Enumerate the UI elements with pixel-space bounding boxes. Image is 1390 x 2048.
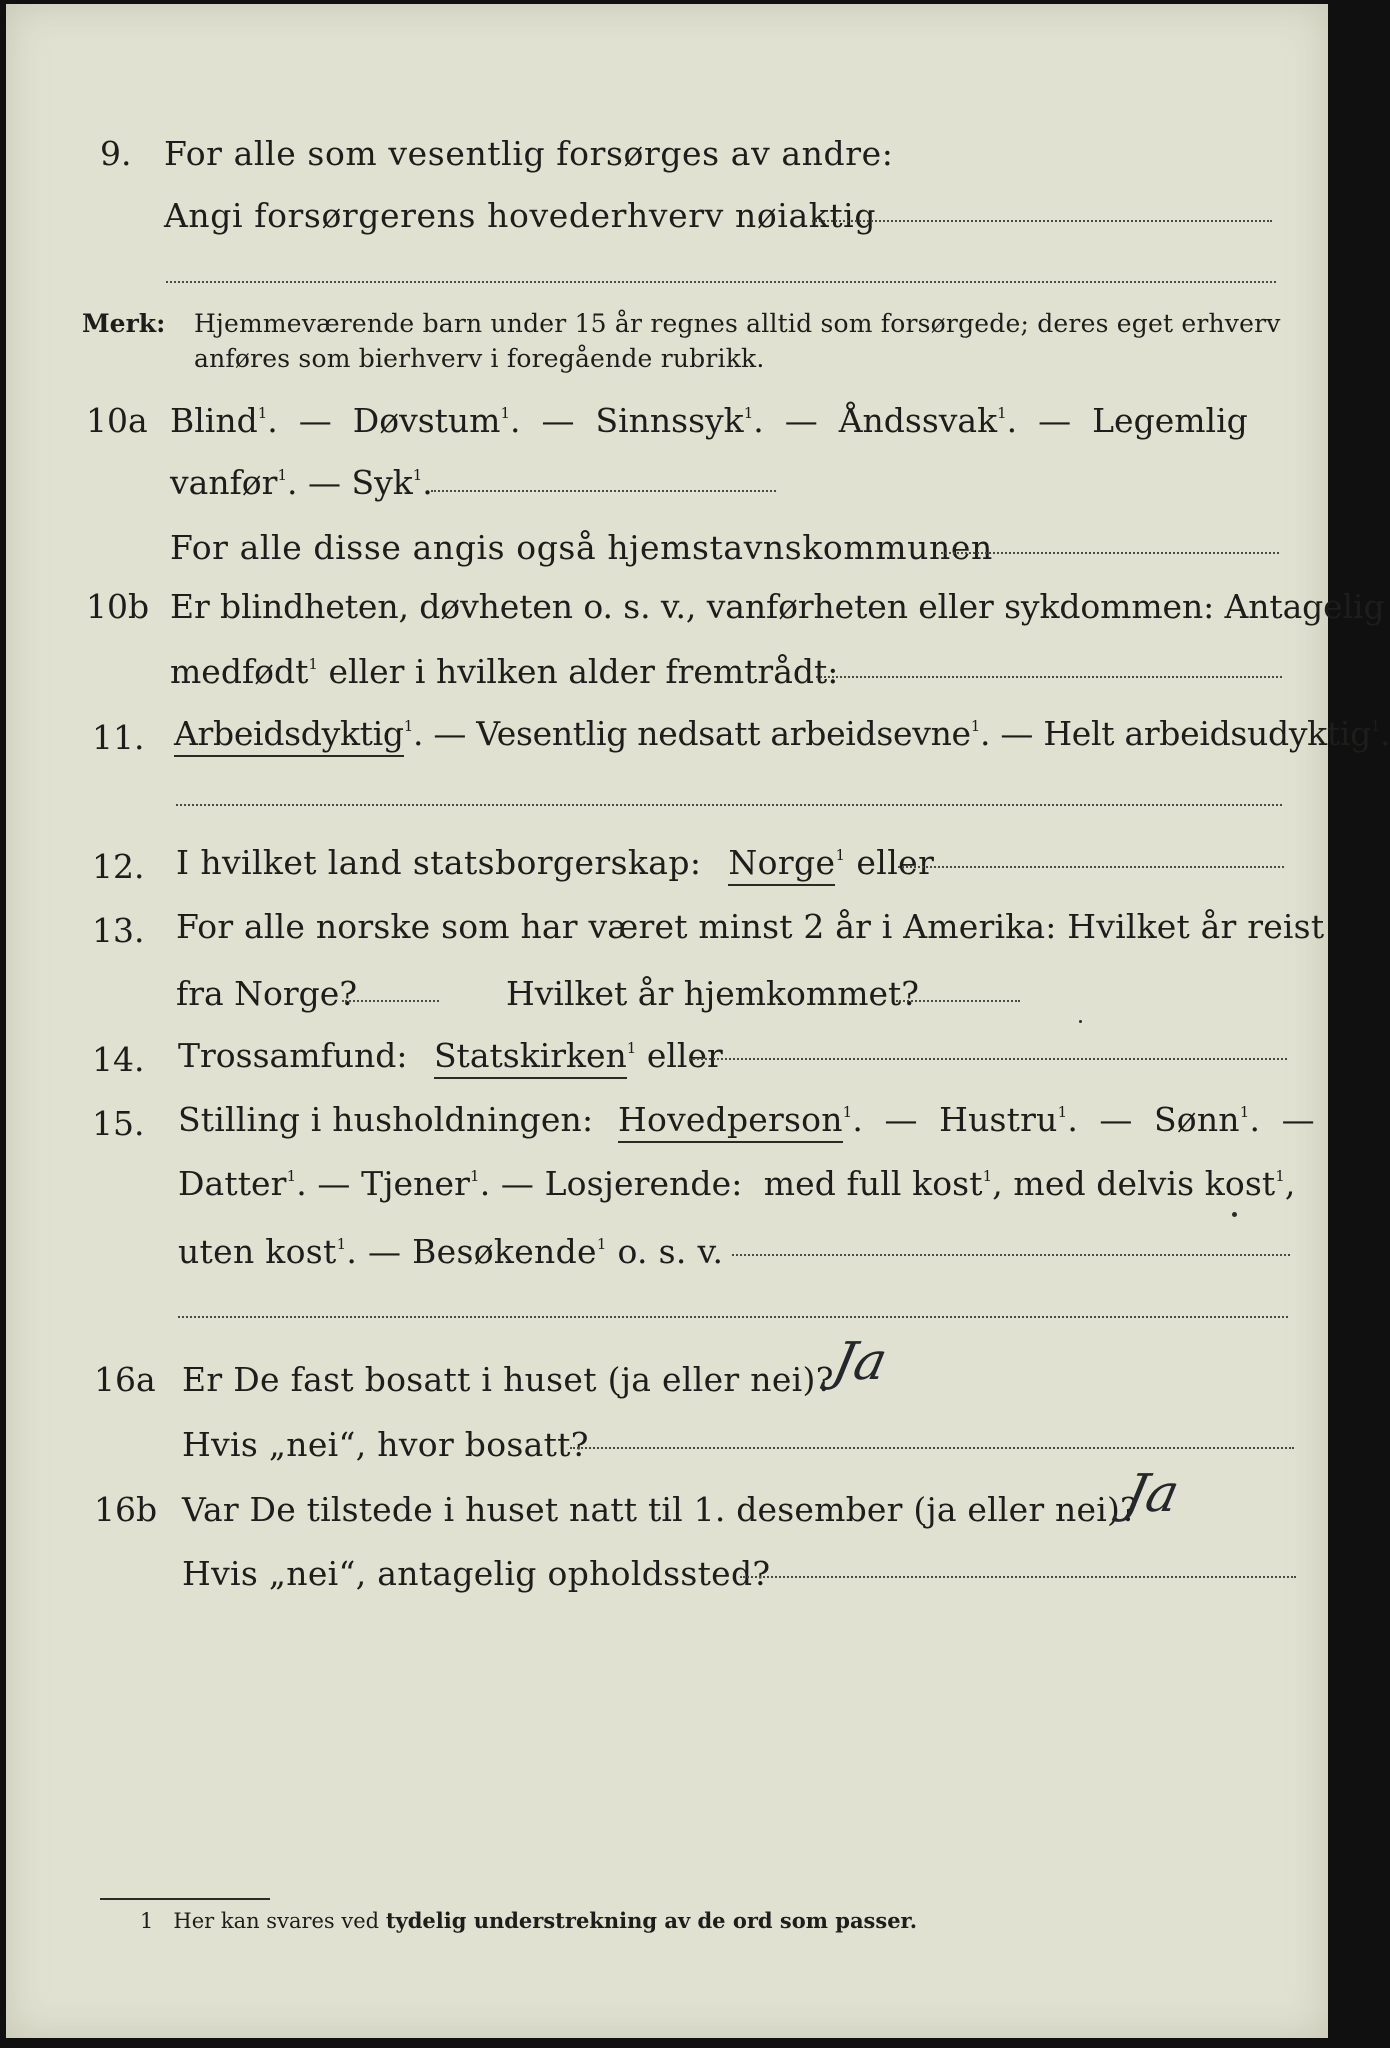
option-sonn[interactable]: Sønn [1153,1100,1240,1139]
question-10b-number: 10b [86,587,150,626]
question-10a-line3: For alle disse angis også hjemstavnskommunen [170,528,993,567]
question-16a-number: 16a [94,1360,156,1399]
question-13-number: 13. [92,911,145,950]
question-12-number: 12. [92,847,145,886]
question-11-line1: Arbeidsdyktig$^1$. — Vesentlig nedsatt arbeidsevne$^1$. — Helt arbeidsudyktig$^1$. [174,714,1390,754]
question-16a-line2: Hvis „nei“, hvor bosatt? [182,1425,589,1464]
option-dovstum[interactable]: Døvstum [352,401,501,440]
option-legemlig[interactable]: Legemlig [1092,401,1248,440]
question-10a-line1: Blind$^1$. — Døvstum$^1$. — Sinnssyk$^1$. — Åndssvak$^1$. — Legemlig [170,401,1248,440]
answer-line-16b[interactable] [740,1576,1296,1578]
footnote-rule [100,1898,270,1900]
option-blind[interactable]: Blind [170,401,258,440]
question-12-line: I hvilket land statsborgerskap: Norge$^1$ eller [176,843,934,883]
footnote-mark: 1 [140,1909,154,1933]
answer-line-15b[interactable] [178,1316,1288,1318]
question-13-line1: For alle norske som har været minst 2 år i Amerika: Hvilket år reist [176,907,1325,946]
answer-line-14[interactable] [689,1058,1287,1060]
option-syk[interactable]: Syk [351,463,413,502]
answer-line-13-hjemkommet[interactable] [896,1000,1020,1002]
question-15-line2: Datter$^1$. — Tjener$^1$. — Losjerende: med full kost$^1$, med delvis kost$^1$, [178,1164,1296,1203]
question-16a-line1: Er De fast bosatt i huset (ja eller nei)? [182,1360,834,1399]
footnote: 1 Her kan svares ved tydelig understrekning av de ord som passer. [140,1908,918,1933]
question-10b-line1: Er blindheten, døvheten o. s. v., vanførheten eller sykdommen: Antagelig [170,587,1385,626]
answer-line-9a[interactable] [812,220,1272,222]
question-14-number: 14. [92,1040,145,1079]
answer-line-11[interactable] [176,804,1282,806]
option-helt-arbeidsudyktig[interactable]: Helt arbeidsudyktig [1043,714,1371,753]
answer-line-12[interactable] [898,866,1284,868]
option-andssvak[interactable]: Åndssvak [838,401,998,440]
answer-line-10b[interactable] [816,676,1282,678]
option-vesentlig-nedsatt[interactable]: Vesentlig nedsatt arbeidsevne [476,714,971,753]
option-med-full-kost[interactable]: med full kost [763,1164,983,1203]
merk-label: Merk: [82,309,166,338]
question-15-line3: uten kost$^1$. — Besøkende$^1$ o. s. v. [178,1232,724,1271]
option-medfodt[interactable]: medfødt [170,652,309,691]
option-vanfor[interactable]: vanfør [170,463,278,502]
question-14-line: Trossamfund: Statskirken$^1$ eller [178,1036,723,1076]
ink-speck [1079,1020,1082,1023]
answer-norge-selected[interactable]: Norge [728,843,835,886]
answer-line-10a-1[interactable] [431,490,776,492]
merk-line2: anføres som bierhverv i foregående rubrikk. [194,344,765,373]
question-10b-line2: medfødt$^1$ eller i hvilken alder fremtrådt: [170,652,839,691]
option-datter[interactable]: Datter [178,1164,287,1203]
question-16b-line1: Var De tilstede i huset natt til 1. desember (ja eller nei)? [182,1490,1138,1529]
handwritten-answer-16b: Ja [1119,1464,1185,1524]
question-13-fra: fra Norge? [176,974,358,1013]
answer-line-9b[interactable] [166,281,1276,283]
option-uten-kost[interactable]: uten kost [178,1232,337,1271]
option-med-delvis-kost[interactable]: med delvis kost [1013,1164,1276,1203]
answer-line-16a[interactable] [570,1447,1294,1449]
option-besokende[interactable]: Besøkende [412,1232,597,1271]
question-9-line1: For alle som vesentlig forsørges av andre: [164,134,894,173]
question-16b-number: 16b [94,1490,158,1529]
census-form-page [6,4,1390,2038]
question-10a-number: 10a [86,401,148,440]
question-11-number: 11. [92,718,145,757]
option-sinnssyk[interactable]: Sinnssyk [595,401,744,440]
option-hustru[interactable]: Hustru [939,1100,1058,1139]
question-9-line2: Angi forsørgerens hovederhverv nøiaktig [164,196,877,235]
question-10a-line2: vanfør$^1$. — Syk$^1$. [170,463,433,502]
question-15-number: 15. [92,1104,145,1143]
question-16b-line2: Hvis „nei“, antagelig opholdssted? [182,1554,771,1593]
option-tjener[interactable]: Tjener [361,1164,471,1203]
answer-line-15a[interactable] [732,1254,1290,1256]
handwritten-answer-16a: Ja [827,1332,893,1392]
option-arbeidsdyktig-selected[interactable]: Arbeidsdyktig [174,714,404,757]
ink-speck [1232,1212,1237,1217]
answer-line-10a-2[interactable] [941,552,1279,554]
option-hovedperson-selected[interactable]: Hovedperson [618,1100,843,1143]
question-15-line1: Stilling i husholdningen: Hovedperson$^1$. — Hustru$^1$. — Sønn$^1$. — [178,1100,1315,1140]
answer-statskirken-selected[interactable]: Statskirken [434,1036,627,1079]
question-9-number: 9. [100,134,132,173]
question-13-hjem: Hvilket år hjemkommet? [506,974,919,1013]
merk-line1: Hjemmeværende barn under 15 år regnes alltid som forsørgede; deres eget erhverv [194,309,1281,338]
answer-line-13-reist[interactable] [342,1000,439,1002]
